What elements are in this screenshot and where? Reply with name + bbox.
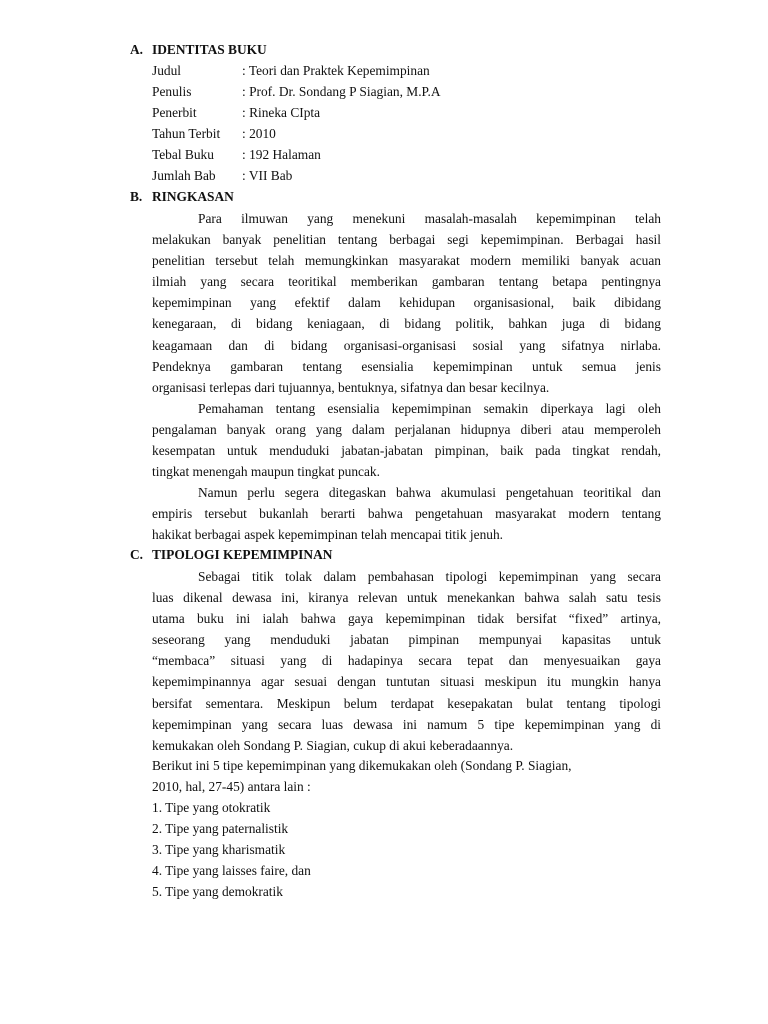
- section-c-letter: C.: [130, 547, 144, 562]
- paragraph-line: Pemahaman tentang esensialia kepemimpinan semakin diperkaya lagi oleh: [198, 401, 661, 416]
- paragraph-line: keagamaan dan di bidang organisasi-organisasi sosial yang sifatnya nirlaba.: [152, 337, 661, 353]
- paragraph-line: kepemimpinannya agar sesuai dengan tuntutan situasi meskipun itu mungkin hanya: [152, 674, 661, 690]
- paragraph-line: utama buku ini ialah bahwa gaya kepemimpinan tidak bersifat “fixed” artinya,: [152, 611, 661, 627]
- tipologi-paragraph: [152, 566, 661, 756]
- paragraph-line: “membaca” situasi yang di hadapinya secara tepat dan menyesuaikan gaya: [152, 653, 661, 669]
- list-item: 1. Tipe yang otokratik: [152, 800, 271, 815]
- paragraph-line: tingkat menengah maupun tingkat puncak.: [152, 464, 380, 480]
- section-a-title: IDENTITAS BUKU: [152, 42, 267, 57]
- paragraph-line: melakukan banyak penelitian tentang berbagai segi kepemimpinan. Berbagai hasil: [152, 232, 661, 248]
- paragraph-line: seseorang yang menduduki jabatan pimpinan mempunyai kapasitas untuk: [152, 632, 661, 648]
- paragraph-line: kemukakan oleh Sondang P. Siagian, cukup di akui keberadaannya.: [152, 737, 514, 753]
- paragraph-line: luas dikenal dewasa ini, kiranya relevan untuk menekankan bahwa salah satu tesis: [152, 590, 661, 606]
- meta-value: : 192 Halaman: [242, 147, 321, 162]
- meta-row-tahun-terbit: [152, 124, 276, 144]
- meta-key: Tahun Terbit: [152, 126, 221, 141]
- paragraph-line: Pendeknya gambaran tentang esensialia kepemimpinan untuk semua jenis: [152, 358, 661, 374]
- meta-key: Penulis: [152, 84, 192, 99]
- section-a-letter: A.: [130, 42, 144, 57]
- paragraph-line: Namun perlu segera ditegaskan bahwa akumulasi pengetahuan teoritikal dan: [198, 485, 661, 500]
- paragraph-line: Sebagai titik tolak dalam pembahasan tipologi kepemimpinan yang secara: [198, 569, 661, 584]
- meta-value: : 2010: [242, 126, 276, 141]
- meta-value: : VII Bab: [242, 168, 293, 183]
- paragraph-line: kesempatan untuk menduduki jabatan-jabatan pimpinan, baik pada tingkat rendah,: [152, 443, 661, 459]
- paragraph-line: ilmiah yang secara teoritikal memberikan gambaran tentang betapa pentingnya: [152, 274, 661, 290]
- meta-key: Tebal Buku: [152, 147, 214, 162]
- section-a-heading: [130, 40, 267, 60]
- section-b-letter: B.: [130, 189, 143, 204]
- meta-row-judul: [152, 61, 430, 81]
- section-c-title: TIPOLOGI KEPEMIMPINAN: [152, 547, 333, 562]
- ringkasan-paragraph-3: [152, 482, 661, 545]
- meta-key: Penerbit: [152, 105, 197, 120]
- paragraph-line: empiris tersebut bukanlah berarti bahwa pengetahuan masyarakat modern tentang: [152, 506, 661, 522]
- paragraph-line: kepemimpinan yang secara luas dewasa ini namum 5 tipe kepemimpinan yang di: [152, 716, 661, 732]
- meta-row-tebal-buku: [152, 145, 321, 165]
- meta-row-penulis: [152, 82, 441, 102]
- paragraph-line: penelitian tersebut telah memungkinkan masyarakat modern memiliki banyak acuan: [152, 253, 661, 269]
- section-c-heading: [130, 545, 332, 565]
- paragraph-line: bersifat sementara. Meskipun belum terdapat kesepakatan bulat tentang tipologi: [152, 695, 661, 711]
- meta-key: Judul: [152, 63, 182, 78]
- intro-line-2: 2010, hal, 27-45) antara lain :: [152, 779, 311, 794]
- list-item: 3. Tipe yang kharismatik: [152, 842, 286, 857]
- paragraph-line: pengalaman banyak orang yang dalam perjalanan hidupnya diberi atau memperoleh: [152, 422, 661, 438]
- paragraph-line: kenegaraan, di bidang keniagaan, di bidang politik, bahkan juga di bidang: [152, 316, 661, 332]
- meta-value: : Teori dan Praktek Kepemimpinan: [242, 63, 430, 78]
- section-b-title: RINGKASAN: [152, 189, 234, 204]
- paragraph-line: Para ilmuwan yang menekuni masalah-masalah kepemimpinan telah: [198, 211, 661, 226]
- paragraph-line: organisasi terlepas dari tujuannya, bentuknya, sifatnya dan besar kecilnya.: [152, 379, 550, 395]
- section-b-heading: [130, 187, 234, 207]
- list-item: 4. Tipe yang laisses faire, dan: [152, 863, 311, 878]
- paragraph-line: hakikat berbagai aspek kepemimpinan telah mencapai titik jenuh.: [152, 527, 504, 543]
- meta-key: Jumlah Bab: [152, 168, 216, 183]
- meta-row-jumlah-bab: [152, 166, 292, 186]
- ringkasan-paragraph-2: [152, 398, 661, 482]
- meta-value: : Prof. Dr. Sondang P Siagian, M.P.A: [242, 84, 441, 99]
- paragraph-line: kepemimpinan yang efektif dalam kehidupan organisasional, baik dibidang: [152, 295, 661, 311]
- list-item: 5. Tipe yang demokratik: [152, 884, 283, 899]
- meta-value: : Rineka CIpta: [242, 105, 321, 120]
- ringkasan-paragraph-1: [152, 208, 661, 398]
- list-item: 2. Tipe yang paternalistik: [152, 821, 289, 836]
- intro-line-1: Berikut ini 5 tipe kepemimpinan yang dikemukakan oleh (Sondang P. Siagian,: [152, 758, 572, 773]
- meta-row-penerbit: [152, 103, 320, 123]
